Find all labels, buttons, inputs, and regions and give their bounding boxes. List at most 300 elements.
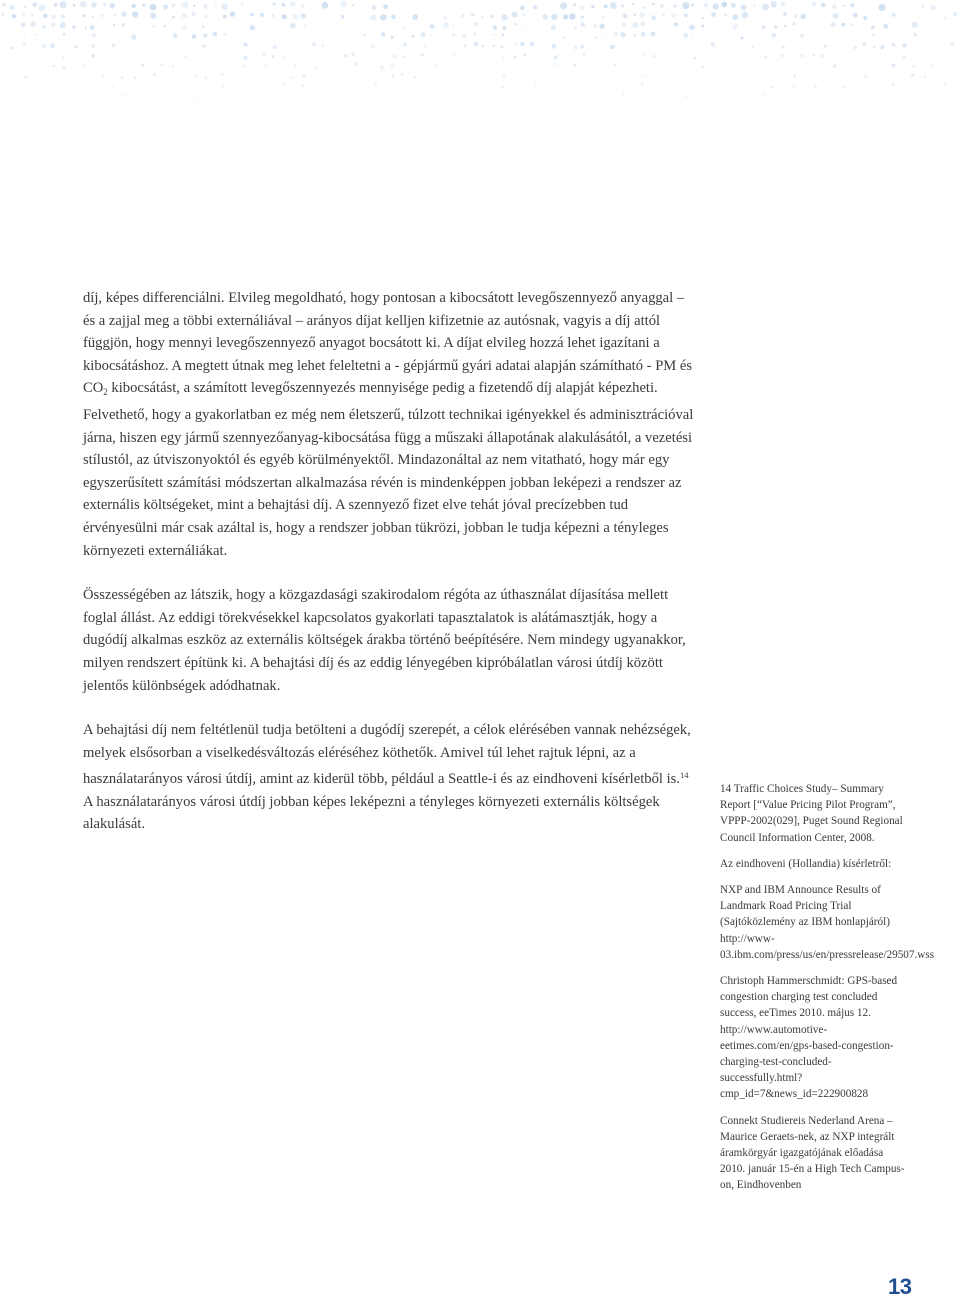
decorative-dot: [340, 1, 347, 8]
decorative-dot: [473, 22, 478, 27]
decorative-dot: [172, 65, 174, 67]
decorative-dot: [271, 55, 274, 58]
decorative-dot: [91, 54, 95, 58]
decorative-dot: [742, 12, 748, 18]
decorative-dot: [580, 5, 585, 10]
page-number: 13: [888, 1274, 912, 1299]
decorative-dot: [599, 24, 604, 29]
decorative-dot: [375, 84, 378, 87]
decorative-dot: [652, 3, 655, 6]
decorative-dot: [493, 26, 497, 30]
decorative-dot: [300, 4, 304, 8]
decorative-dot: [474, 42, 479, 47]
decorative-dot: [514, 23, 516, 25]
decorative-dot: [595, 36, 597, 38]
decorative-dot: [282, 3, 286, 7]
decorative-dot: [191, 12, 195, 16]
main-text-column: [83, 287, 698, 858]
decorative-dot: [101, 14, 104, 17]
decorative-dot: [32, 2, 37, 7]
decorative-dot: [61, 14, 65, 18]
decorative-dot: [682, 2, 689, 9]
decorative-dot: [34, 33, 36, 35]
decorative-dot: [911, 74, 914, 77]
decorative-dot: [212, 32, 217, 37]
decorative-dot: [341, 15, 344, 18]
decorative-dot: [290, 23, 296, 29]
decorative-dot: [830, 22, 836, 28]
decorative-dot: [24, 76, 27, 79]
decorative-dot: [221, 73, 224, 76]
decorative-dot: [244, 43, 248, 47]
decorative-dot: [92, 33, 96, 37]
decorative-dot: [391, 75, 395, 79]
decorative-dot: [411, 35, 414, 38]
decorative-dot: [380, 66, 384, 70]
decorative-dot: [762, 4, 769, 11]
paragraph-1-part-b: kibocsátást, a számított levegőszennyezés mennyisége pedig a fizetendő díj alapját képezheti. Felvethető, hogy a gyakorlatban ez még nem életszerű, túlzott technikai igényekkel és adminisztrációval járna, hiszen egy jármű szennyezőanyag-kibocsátása függ a műszaki állapotának alakulásától, a vezetési stílustól, az útviszonyoktól és egyéb körülményektől. Mindazonáltal az nem vitatható, hogy már egy egyszerűsített számítási módszertan alkalmazása révén is mindenképpen jobban leképezi a rendszer az externális költségeket, mint a behajtási díj. A szennyező fizet elve tehát jóval precízebben tud érvényesülni már csak azáltal is, hogy a rendszer jobban tükrözi, jobban le tudja képezni a tényleges környezeti externáliákat.: [83, 380, 694, 559]
decorative-dot: [122, 23, 125, 26]
decorative-dot: [691, 35, 693, 37]
decorative-dot: [244, 56, 248, 60]
decorative-dot: [462, 34, 466, 38]
decorative-dot: [403, 27, 405, 29]
decorative-dot: [892, 13, 896, 17]
decorative-dot: [203, 33, 207, 37]
decorative-dot: [54, 3, 58, 7]
co2-subscript: 2: [103, 387, 108, 398]
decorative-dot: [713, 3, 719, 9]
decorative-dot: [250, 25, 256, 31]
decorative-dot: [101, 74, 104, 77]
decorative-dot: [242, 65, 245, 68]
decorative-dot: [85, 26, 87, 28]
decorative-dot: [853, 13, 858, 18]
paragraph-1: [83, 287, 698, 562]
decorative-dot: [801, 14, 806, 19]
decorative-dot: [114, 14, 116, 16]
decorative-dot: [60, 22, 66, 28]
decorative-dot: [24, 5, 26, 7]
decorative-dot: [260, 13, 265, 18]
decorative-dot: [524, 23, 526, 25]
decorative-dot: [400, 72, 403, 75]
decorative-dot: [272, 2, 275, 5]
decorative-dot: [182, 13, 187, 18]
decorative-dot: [132, 4, 136, 8]
decorative-dot: [121, 11, 127, 17]
decorative-dot: [782, 45, 785, 48]
decorative-dot: [31, 22, 36, 27]
decorative-dot: [184, 56, 187, 59]
decorative-dot: [391, 36, 394, 39]
decorative-dot: [602, 16, 605, 19]
decorative-dot: [150, 4, 156, 10]
decorative-dot: [194, 74, 197, 77]
decorative-dot: [530, 42, 535, 47]
decorative-dot: [12, 14, 16, 18]
decorative-dot: [673, 4, 676, 7]
decorative-dot: [514, 55, 517, 58]
decorative-dot: [163, 4, 168, 9]
decorative-dot: [693, 57, 696, 60]
sidenotes-column: [720, 781, 935, 1204]
decorative-dot: [671, 13, 676, 18]
decorative-dot: [39, 4, 46, 11]
decorative-dot: [503, 74, 506, 77]
decorative-dot: [363, 34, 365, 36]
decorative-dot: [461, 14, 464, 17]
decorative-dot: [31, 14, 33, 16]
decorative-dot: [523, 13, 526, 16]
decorative-dot: [623, 94, 625, 96]
decorative-dot: [150, 12, 156, 18]
decorative-dot: [815, 85, 817, 87]
decorative-dot: [843, 5, 845, 7]
decorative-dot: [914, 33, 917, 36]
decorative-dot: [821, 3, 826, 8]
decorative-dot: [864, 75, 868, 79]
decorative-dot: [533, 5, 538, 10]
decorative-dot: [591, 5, 594, 8]
decorative-dot: [22, 13, 25, 16]
decorative-dot: [370, 14, 376, 20]
decorative-dot: [153, 73, 156, 76]
decorative-dot: [429, 24, 434, 29]
decorative-dot: [563, 36, 566, 39]
decorative-dot: [402, 55, 405, 58]
decorative-dot: [141, 63, 144, 66]
decorative-dot: [604, 4, 608, 8]
decorative-dot: [794, 15, 797, 18]
decorative-dot: [92, 16, 94, 18]
decorative-dot: [222, 85, 224, 87]
decorative-dot: [614, 32, 618, 36]
decorative-dot: [491, 15, 495, 19]
decorative-dot: [492, 45, 495, 48]
decorative-dot: [290, 1, 295, 6]
decorative-dot: [574, 46, 577, 49]
decorative-dot: [72, 25, 75, 28]
decorative-dot: [651, 15, 656, 20]
decorative-dot: [391, 15, 396, 20]
decorative-dot: [651, 32, 656, 37]
decorative-dot: [851, 23, 854, 26]
decorative-dot: [60, 1, 67, 8]
decorative-dot: [800, 34, 804, 38]
decorative-dot: [704, 3, 708, 7]
decorative-dot: [80, 1, 87, 8]
decorative-dot: [913, 65, 915, 67]
decorative-dot: [551, 44, 556, 49]
footnote-ref-14[interactable]: 14: [679, 770, 689, 781]
decorative-dot: [312, 42, 316, 46]
decorative-dot: [111, 87, 113, 89]
decorative-dot: [583, 53, 586, 56]
decorative-dot: [223, 33, 226, 36]
decorative-dot: [614, 64, 616, 66]
decorative-dot: [753, 4, 755, 6]
decorative-dot: [633, 34, 636, 37]
decorative-dot: [393, 54, 397, 58]
decorative-dot: [793, 75, 796, 78]
decorative-dot: [51, 23, 56, 28]
decorative-dot: [781, 2, 785, 6]
decorative-dot: [351, 52, 355, 56]
decorative-dot: [103, 3, 106, 6]
dot-pattern-graphic: [0, 0, 960, 120]
decorative-dot: [691, 3, 694, 6]
decorative-dot: [722, 2, 728, 8]
decorative-dot: [91, 44, 95, 48]
decorative-dot: [383, 4, 388, 9]
decorative-dot: [111, 44, 115, 48]
sidenote-connekt: Connekt Studiereis Nederland Arena – Maurice Geraets-nek, az NXP integrált áramkörgyár igazgatójának előadása 2010. január 15-én a High Tech Campus-on, Eindhovenben: [720, 1114, 905, 1192]
decorative-dot: [202, 26, 204, 28]
decorative-dot: [684, 33, 689, 38]
decorative-dot: [644, 75, 646, 77]
decorative-dot: [632, 22, 638, 28]
decorative-dot: [515, 43, 517, 45]
decorative-dot: [733, 24, 738, 29]
decorative-dot: [689, 25, 695, 31]
decorative-dot: [944, 16, 947, 19]
decorative-dot: [581, 15, 584, 18]
decorative-dot: [623, 14, 628, 19]
decorative-dot: [535, 84, 537, 86]
decorative-dot: [781, 55, 783, 57]
decorative-dot: [301, 85, 304, 88]
decorative-dot: [291, 76, 294, 79]
decorative-dot: [950, 42, 955, 47]
decorative-dot: [434, 64, 436, 66]
decorative-dot: [204, 76, 207, 79]
decorative-dot: [51, 15, 55, 19]
decorative-dot: [610, 2, 617, 9]
decorative-dot: [42, 44, 47, 49]
decorative-dot: [873, 45, 876, 48]
decorative-dot: [315, 66, 317, 68]
decorative-dot: [11, 46, 15, 50]
decorative-dot: [813, 54, 816, 57]
decorative-dot: [551, 14, 557, 20]
decorative-dot: [83, 64, 86, 67]
decorative-dot: [634, 13, 637, 16]
decorative-dot: [573, 64, 576, 67]
decorative-dot: [701, 24, 704, 27]
decorative-dot: [453, 54, 455, 56]
decorative-dot: [640, 22, 645, 27]
decorative-dot: [42, 25, 46, 29]
decorative-dot: [203, 4, 207, 8]
decorative-dot: [482, 45, 484, 47]
decorative-dot: [282, 83, 285, 86]
decorative-dot: [770, 1, 777, 8]
decorative-dot: [924, 76, 926, 78]
decorative-dot: [563, 14, 568, 19]
decorative-dot: [223, 15, 227, 19]
decorative-dot: [710, 42, 715, 47]
decorative-dot: [503, 57, 505, 59]
decorative-dot: [50, 43, 55, 48]
decorative-dot: [872, 34, 874, 36]
decorative-dot: [301, 13, 307, 19]
paragraph-3-part-a: A behajtási díj nem feltétlenül tudja betölteni a dugódíj szerepét, a célok elérésében vannak nehézségek, melyek elsősorban a viselkedésváltozás eléréséhez köthetők. Amivel túl lehet rajtuk lépni, az a használatarányos városi útdíj, amint az kiderül több, például a Seattle-i és az eindhoveni kísérletből is.: [83, 722, 691, 788]
decorative-dot: [322, 2, 329, 9]
decorative-dot: [372, 5, 377, 10]
decorative-dot: [191, 34, 196, 39]
decorative-dot: [903, 56, 906, 59]
decorative-dot: [542, 14, 548, 20]
decorative-dot: [152, 25, 155, 28]
decorative-dot: [62, 57, 65, 60]
paragraph-3-part-b: A használatarányos városi útdíj jobban képes leképezni a tényleges környezeti externális költségek alakulását.: [83, 793, 660, 833]
decorative-dot: [833, 13, 839, 19]
decorative-dot: [711, 12, 716, 17]
decorative-dot: [131, 34, 137, 40]
decorative-dot: [412, 14, 418, 20]
decorative-dot: [452, 33, 455, 36]
decorative-dot: [801, 54, 804, 57]
paragraph-2: Összességében az látszik, hogy a közgazdasági szakirodalom régóta az úthasználat díjasítása mellett foglal állást. Az eddigi törekvésekkel kapcsolatos gyakorlati tapasztalatok is alátámasztják, hogy a dugódíj alkalmas eszköz az externális költségek árakba történő beépítésére. Nem mindegy ugyanakkor, milyen rendszert építünk ki. A behajtási díj és az eddig lényegében kipróbálatlan városi útdíj között jelentős különbségek adódhatnak.: [83, 587, 686, 694]
decorative-dot: [771, 33, 775, 37]
decorative-dot: [132, 11, 139, 18]
decorative-dot: [620, 32, 625, 37]
decorative-dot: [701, 66, 704, 69]
decorative-dot: [452, 25, 454, 27]
decorative-dot: [134, 77, 136, 79]
decorative-dot: [481, 15, 484, 18]
decorative-dot: [293, 14, 298, 19]
decorative-dot: [421, 32, 426, 37]
decorative-dot: [793, 95, 795, 97]
decorative-dot: [892, 83, 895, 86]
decorative-dot: [163, 25, 166, 28]
decorative-dot: [641, 83, 644, 86]
decorative-dot: [554, 56, 558, 60]
decorative-dot: [783, 12, 787, 16]
decorative-dot: [501, 85, 504, 88]
decorative-dot: [1, 13, 5, 17]
decorative-dot: [302, 75, 306, 79]
decorative-dot: [282, 14, 287, 19]
decorative-dot: [344, 54, 348, 58]
decorative-dot: [250, 13, 253, 16]
decorative-dot: [774, 25, 778, 29]
decorative-dot: [701, 17, 703, 19]
decorative-dot: [662, 14, 665, 17]
decorative-dot: [653, 55, 656, 58]
decorative-dot: [471, 13, 474, 16]
decorative-dot: [644, 54, 646, 56]
decorative-dot: [444, 17, 447, 20]
decorative-dot: [560, 2, 567, 9]
decorative-dot: [215, 4, 217, 6]
decorative-dot: [172, 4, 175, 7]
paragraph-3: [83, 719, 698, 836]
decorative-dot: [390, 65, 393, 68]
decorative-dot: [551, 25, 556, 30]
decorative-dot: [493, 34, 495, 36]
decorative-dot: [52, 65, 54, 67]
decorative-dot: [142, 3, 145, 6]
decorative-dot: [194, 97, 196, 99]
decorative-dot: [73, 4, 76, 7]
decorative-dot: [91, 2, 96, 7]
decorative-dot: [204, 15, 207, 18]
decorative-dot: [871, 25, 875, 29]
decorative-dot: [63, 33, 66, 36]
decorative-dot: [380, 14, 387, 21]
decorative-dot: [272, 15, 274, 17]
decorative-dot: [820, 54, 824, 58]
decorative-dot: [181, 2, 188, 9]
decorative-dot: [3, 3, 6, 6]
decorative-dot: [931, 64, 934, 67]
paragraph-1-part-a: díj, képes differenciálni. Elvileg megoldható, hogy pontosan a kibocsátott levegőszennyező anyaggal – és a zajjal meg a többi externáliával – arányos díjat kelljen kifizetnie az autósnak, vagyis a díj attól függjön, hogy mennyi levegőszennyező anyagot bocsátott ki. A díjat elvileg hozzá lehet igazítani a kibocsátáshoz. A megtett útnak meg lehet feleltetni a - gépjármű gyári adatai alapján számítható - PM és CO: [83, 290, 693, 397]
decorative-dot: [793, 23, 796, 26]
decorative-dot: [674, 22, 678, 26]
decorative-dot: [741, 4, 747, 10]
sidenote-hammerschmidt: Christoph Hammerschmidt: GPS-based congestion charging test concluded success, eeTimes 2010. május 12. http://www.automotive-eetimes.com/en/gps-based-congestion-charging-test-concluded-successfully.html?cmp_id=7&news_id=222900828: [720, 975, 898, 1101]
decorative-dot: [660, 4, 663, 7]
decorative-dot: [762, 26, 765, 29]
decorative-dot: [854, 46, 857, 49]
decorative-dot: [474, 33, 476, 35]
decorative-dot: [431, 34, 433, 36]
decorative-dot: [878, 4, 885, 11]
decorative-dot: [764, 93, 766, 95]
decorative-dot: [892, 43, 896, 47]
decorative-dot: [193, 5, 195, 7]
decorative-dot: [632, 3, 634, 5]
decorative-dot: [74, 45, 77, 48]
decorative-dot: [621, 4, 624, 7]
decorative-dot: [10, 5, 15, 10]
decorative-dot: [832, 4, 837, 9]
decorative-dot: [553, 63, 555, 65]
decorative-dot: [62, 65, 66, 69]
decorative-dot: [222, 3, 229, 10]
decorative-dot: [262, 53, 265, 56]
decorative-dot: [520, 5, 525, 10]
decorative-dot: [523, 53, 526, 56]
decorative-dot: [764, 56, 767, 59]
decorative-dot: [580, 45, 584, 49]
decorative-dot: [684, 96, 686, 98]
decorative-dot: [414, 76, 416, 78]
decorative-dot: [120, 76, 124, 80]
decorative-dot: [23, 33, 25, 35]
decorative-dot: [463, 44, 466, 47]
decorative-dot: [812, 2, 816, 6]
sidenote-14: 14 Traffic Choices Study– Summary Report [“Value Pricing Pilot Program”, VPPP-2002(029], Puget Sound Regional Council Information Center, 2008.: [720, 783, 903, 844]
decorative-dot: [833, 64, 837, 68]
decorative-dot: [202, 45, 205, 48]
decorative-dot: [824, 45, 827, 48]
decorative-dot: [944, 84, 946, 86]
decorative-dot: [121, 94, 123, 96]
decorative-dot: [784, 25, 787, 28]
decorative-dot: [172, 16, 175, 19]
decorative-dot: [264, 64, 267, 67]
decorative-dot: [352, 4, 354, 6]
decorative-dot: [841, 22, 845, 26]
decorative-dot: [902, 43, 906, 47]
decorative-dot: [371, 45, 375, 49]
decorative-dot: [752, 46, 754, 48]
decorative-dot: [294, 64, 297, 67]
